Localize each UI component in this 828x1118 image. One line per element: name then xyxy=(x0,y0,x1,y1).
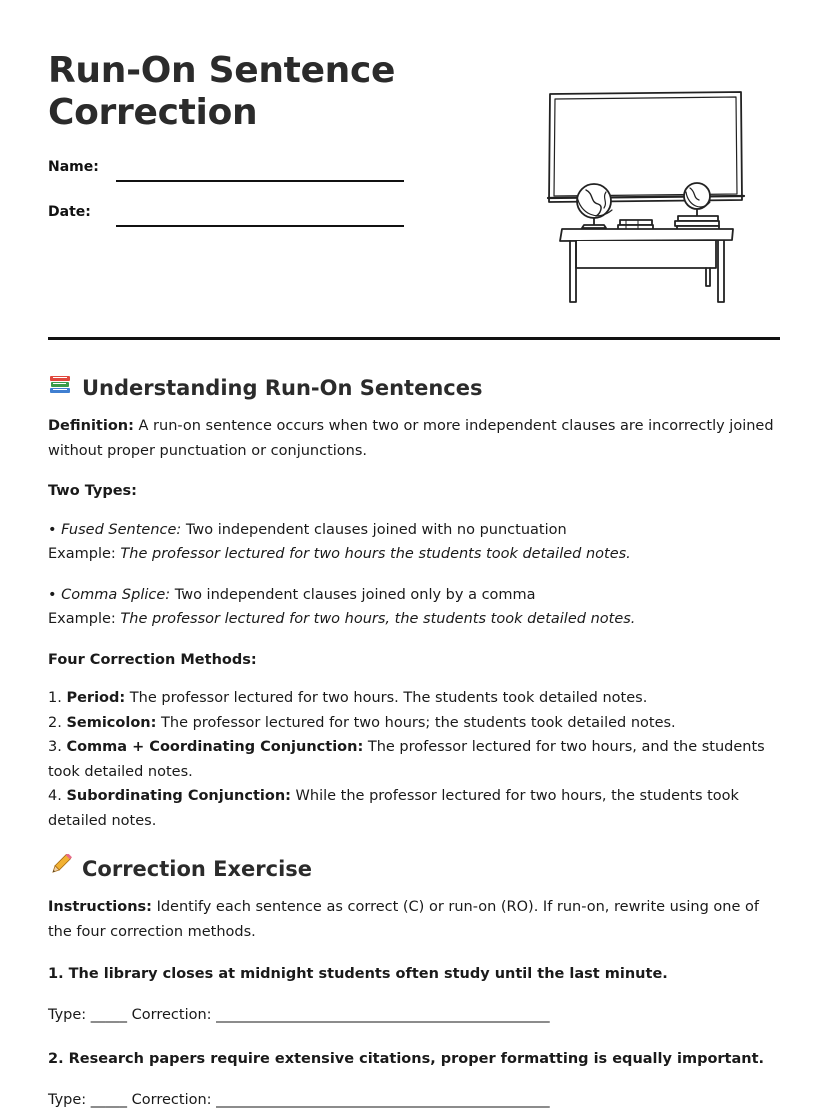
globe-icon xyxy=(684,183,710,216)
method-item: 4. Subordinating Conjunction: While the professor lectured for two hours, the students took detailed notes. xyxy=(48,788,739,829)
name-field-line[interactable] xyxy=(116,180,404,182)
methods-heading: Four Correction Methods: xyxy=(48,651,257,668)
method-item: 1. Period: The professor lectured for two hours. The students took detailed notes. xyxy=(48,690,648,706)
section-heading-understanding: Understanding Run-On Sentences xyxy=(48,370,780,406)
pencil-icon xyxy=(48,851,74,887)
type-item: • Fused Sentence: Two independent clauses joined with no punctuation Example: The professor lectured for two hours the students took detailed notes. xyxy=(48,521,631,562)
instructions-paragraph xyxy=(48,895,780,944)
whiteboard-frame xyxy=(549,92,742,202)
exercise-answer-line[interactable]: Type: _____ Correction: ______________________________________________ xyxy=(48,1006,550,1023)
classroom-illustration xyxy=(546,88,748,308)
section-heading-exercise: Correction Exercise xyxy=(48,851,780,887)
definition-label: Definition: xyxy=(48,418,134,434)
method-item: 3. Comma + Coordinating Conjunction: The professor lectured for two hours, and the students took detailed notes. xyxy=(48,739,765,780)
type-example: The professor lectured for two hours, the students took detailed notes. xyxy=(120,611,636,627)
date-field-line[interactable] xyxy=(116,225,404,227)
title-line-2: Correction xyxy=(48,92,258,133)
books-icon xyxy=(48,370,74,406)
worksheet-content xyxy=(48,370,780,1112)
exercise-answer-line[interactable]: Type: _____ Correction: ______________________________________________ xyxy=(48,1091,550,1108)
page-title xyxy=(48,50,448,134)
name-field-label: Name: xyxy=(48,159,99,175)
instructions-text: Identify each sentence as correct (C) or run-on (RO). If run-on, rewrite using one of the four correction methods. xyxy=(48,899,760,940)
exercise-question: 1. The library closes at midnight students often study until the last minute. xyxy=(48,966,668,982)
types-heading: Two Types: xyxy=(48,483,137,499)
method-item: 2. Semicolon: The professor lectured for two hours; the students took detailed notes. xyxy=(48,714,676,731)
header-divider xyxy=(48,337,780,340)
type-example: The professor lectured for two hours the students took detailed notes. xyxy=(120,546,631,562)
definition-paragraph xyxy=(48,414,780,463)
desk-icon xyxy=(560,229,733,302)
exercise-question: 2. Research papers require extensive citations, proper formatting is equally important. xyxy=(48,1051,765,1067)
type-name: Fused Sentence: xyxy=(61,521,182,538)
title-line-1: Run-On Sentence xyxy=(48,50,396,91)
definition-text: A run-on sentence occurs when two or more independent clauses are incorrectly joined without proper punctuation or conjunctions. xyxy=(48,418,774,459)
date-field-label: Date: xyxy=(48,204,91,220)
instructions-label: Instructions: xyxy=(48,899,152,915)
globe-icon xyxy=(577,184,612,228)
type-name: Comma Splice: xyxy=(61,586,171,603)
methods-list xyxy=(48,686,780,833)
type-item: • Comma Splice: Two independent clauses joined only by a comma Example: The professor lectured for two hours, the students took detailed notes. xyxy=(48,586,636,627)
